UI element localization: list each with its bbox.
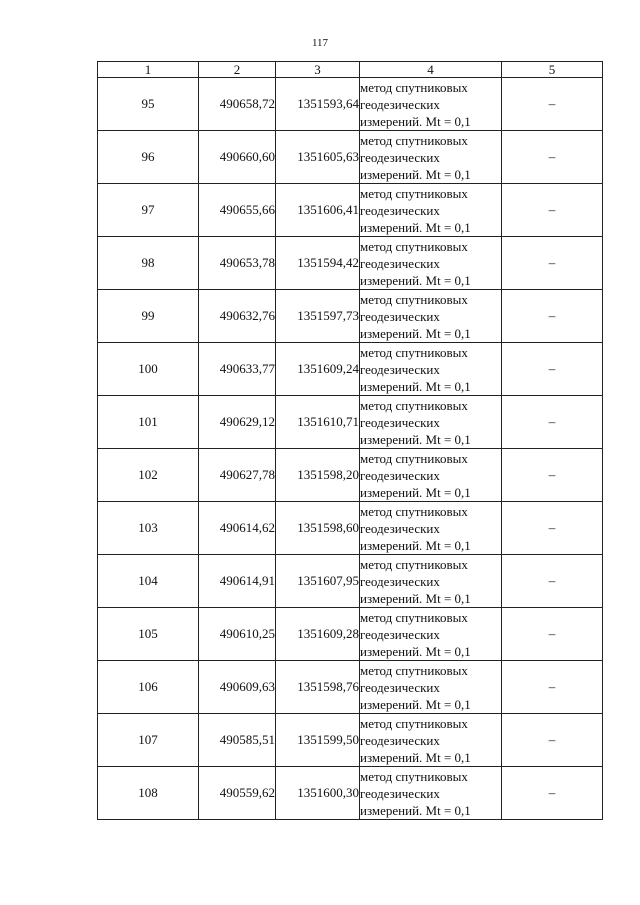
method-text-line: метод спутниковых (360, 185, 468, 201)
method-text-line: геодезических (360, 626, 440, 642)
method-cell (360, 78, 502, 131)
note-dash: – (502, 396, 603, 449)
note-dash: – (502, 555, 603, 608)
coordinate-y: 1351605,63 (276, 131, 360, 184)
note-dash: – (502, 767, 603, 820)
method-text-line: геодезических (360, 679, 440, 695)
table-row (98, 555, 603, 608)
point-number: 98 (98, 237, 199, 290)
method-text-line: метод спутниковых (360, 344, 468, 360)
method-cell (360, 661, 502, 714)
method-cell (360, 555, 502, 608)
coordinate-x: 490610,25 (199, 608, 276, 661)
coordinate-x: 490660,60 (199, 131, 276, 184)
coordinate-y: 1351599,50 (276, 714, 360, 767)
method-text-line: метод спутниковых (360, 609, 468, 625)
method-text-line: геодезических (360, 96, 440, 112)
method-text-line: метод спутниковых (360, 662, 468, 678)
note-dash: – (502, 78, 603, 131)
point-number: 95 (98, 78, 199, 131)
point-number: 99 (98, 290, 199, 343)
table-row (98, 396, 603, 449)
point-number: 107 (98, 714, 199, 767)
method-text-line: измерений. Mt = 0,1 (360, 749, 471, 765)
coordinate-y: 1351593,64 (276, 78, 360, 131)
coordinate-y: 1351594,42 (276, 237, 360, 290)
coordinate-x: 490614,62 (199, 502, 276, 555)
coordinate-x: 490632,76 (199, 290, 276, 343)
method-cell (360, 237, 502, 290)
table-row (98, 131, 603, 184)
note-dash: – (502, 131, 603, 184)
coordinate-x: 490658,72 (199, 78, 276, 131)
coordinate-x: 490629,12 (199, 396, 276, 449)
note-dash: – (502, 449, 603, 502)
method-text-line: геодезических (360, 785, 440, 801)
method-cell (360, 502, 502, 555)
table-row (98, 343, 603, 396)
method-cell (360, 767, 502, 820)
method-text-line: метод спутниковых (360, 397, 468, 413)
method-text-line: метод спутниковых (360, 503, 468, 519)
table-row (98, 449, 603, 502)
point-number: 105 (98, 608, 199, 661)
point-number: 103 (98, 502, 199, 555)
coordinate-y: 1351607,95 (276, 555, 360, 608)
method-text-line: метод спутниковых (360, 556, 468, 572)
coordinate-x: 490614,91 (199, 555, 276, 608)
method-text-line: измерений. Mt = 0,1 (360, 166, 471, 182)
point-number: 106 (98, 661, 199, 714)
page-number: 117 (311, 37, 329, 49)
table-row (98, 78, 603, 131)
point-number: 108 (98, 767, 199, 820)
note-dash: – (502, 714, 603, 767)
coordinate-x: 490633,77 (199, 343, 276, 396)
point-number: 100 (98, 343, 199, 396)
coordinate-x: 490559,62 (199, 767, 276, 820)
coordinate-x: 490627,78 (199, 449, 276, 502)
coordinates-table (97, 61, 603, 820)
method-cell (360, 396, 502, 449)
method-text-line: измерений. Mt = 0,1 (360, 431, 471, 447)
method-text-line: геодезических (360, 202, 440, 218)
table-body (98, 78, 603, 820)
method-text-line: геодезических (360, 361, 440, 377)
point-number: 97 (98, 184, 199, 237)
table-row (98, 767, 603, 820)
header-row (98, 62, 603, 78)
note-dash: – (502, 343, 603, 396)
header-col-1: 1 (98, 62, 199, 78)
method-text-line: геодезических (360, 308, 440, 324)
coordinate-y: 1351598,76 (276, 661, 360, 714)
method-text-line: геодезических (360, 414, 440, 430)
method-cell (360, 714, 502, 767)
note-dash: – (502, 184, 603, 237)
coordinate-y: 1351606,41 (276, 184, 360, 237)
method-text-line: метод спутниковых (360, 238, 468, 254)
table-row (98, 661, 603, 714)
table-row (98, 502, 603, 555)
coordinate-y: 1351609,28 (276, 608, 360, 661)
method-text-line: измерений. Mt = 0,1 (360, 537, 471, 553)
coordinate-x: 490653,78 (199, 237, 276, 290)
method-text-line: измерений. Mt = 0,1 (360, 113, 471, 129)
coordinate-y: 1351610,71 (276, 396, 360, 449)
method-text-line: геодезических (360, 149, 440, 165)
method-cell (360, 608, 502, 661)
coordinate-y: 1351597,73 (276, 290, 360, 343)
method-text-line: измерений. Mt = 0,1 (360, 272, 471, 288)
header-col-4: 4 (360, 62, 502, 78)
point-number: 102 (98, 449, 199, 502)
method-text-line: измерений. Mt = 0,1 (360, 378, 471, 394)
coordinate-y: 1351609,24 (276, 343, 360, 396)
method-text-line: геодезических (360, 573, 440, 589)
point-number: 96 (98, 131, 199, 184)
header-col-3: 3 (276, 62, 360, 78)
point-number: 101 (98, 396, 199, 449)
method-text-line: измерений. Mt = 0,1 (360, 484, 471, 500)
note-dash: – (502, 608, 603, 661)
note-dash: – (502, 661, 603, 714)
note-dash: – (502, 237, 603, 290)
coordinate-y: 1351598,20 (276, 449, 360, 502)
header-col-2: 2 (199, 62, 276, 78)
method-text-line: метод спутниковых (360, 768, 468, 784)
method-text-line: геодезических (360, 467, 440, 483)
method-text-line: измерений. Mt = 0,1 (360, 802, 471, 818)
coordinate-x: 490609,63 (199, 661, 276, 714)
method-text-line: измерений. Mt = 0,1 (360, 643, 471, 659)
method-cell (360, 449, 502, 502)
method-text-line: геодезических (360, 520, 440, 536)
table-row (98, 608, 603, 661)
method-text-line: метод спутниковых (360, 79, 468, 95)
method-text-line: измерений. Mt = 0,1 (360, 325, 471, 341)
method-text-line: геодезических (360, 732, 440, 748)
note-dash: – (502, 290, 603, 343)
table-row (98, 290, 603, 343)
table-row (98, 237, 603, 290)
method-text-line: измерений. Mt = 0,1 (360, 219, 471, 235)
method-text-line: метод спутниковых (360, 291, 468, 307)
method-text-line: измерений. Mt = 0,1 (360, 590, 471, 606)
point-number: 104 (98, 555, 199, 608)
coordinate-x: 490655,66 (199, 184, 276, 237)
method-text-line: метод спутниковых (360, 450, 468, 466)
method-text-line: метод спутниковых (360, 715, 468, 731)
method-cell (360, 131, 502, 184)
note-dash: – (502, 502, 603, 555)
header-col-5: 5 (502, 62, 603, 78)
coordinate-y: 1351598,60 (276, 502, 360, 555)
coordinate-x: 490585,51 (199, 714, 276, 767)
method-text-line: метод спутниковых (360, 132, 468, 148)
coordinate-y: 1351600,30 (276, 767, 360, 820)
method-cell (360, 343, 502, 396)
method-cell (360, 290, 502, 343)
method-text-line: измерений. Mt = 0,1 (360, 696, 471, 712)
table-row (98, 184, 603, 237)
method-cell (360, 184, 502, 237)
table-row (98, 714, 603, 767)
method-text-line: геодезических (360, 255, 440, 271)
